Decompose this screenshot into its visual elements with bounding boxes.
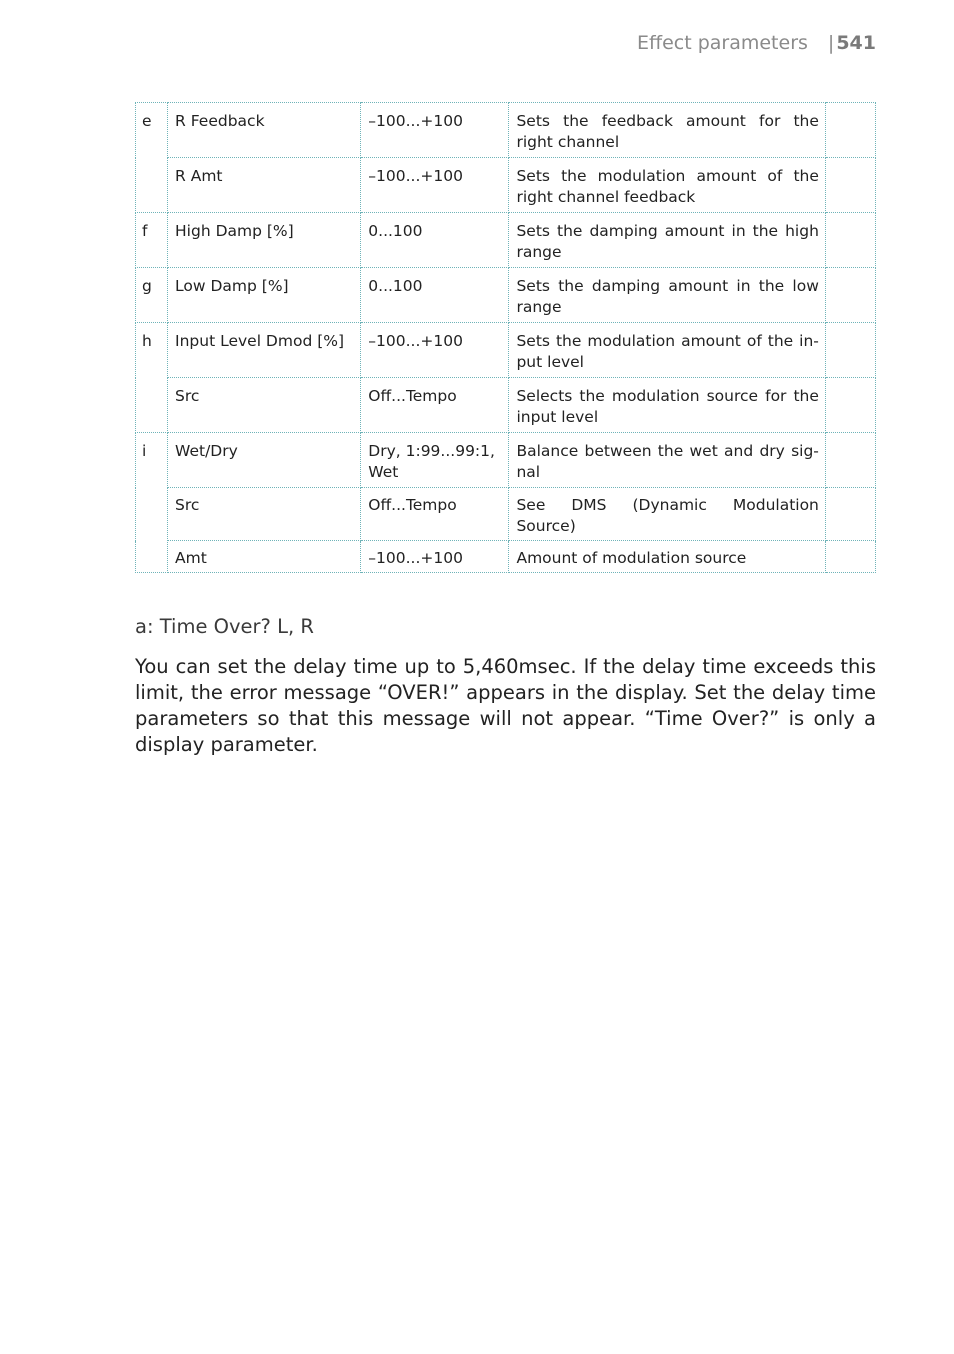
param-name: Input Level Dmod [%] [168,323,361,378]
param-group-letter: h [136,323,168,433]
param-extra [825,213,875,268]
param-group-letter: g [136,268,168,323]
param-extra [825,323,875,378]
page-number: 541 [836,32,876,54]
param-extra [825,158,875,213]
param-name: Amt [168,541,361,573]
table-row [136,213,876,268]
param-range: –100...+100 [361,103,509,158]
param-description: See DMS (Dynamic Modulation Source) [509,488,825,541]
header-separator: | [827,32,835,54]
param-name: Wet/Dry [168,433,361,488]
param-description: Sets the feedback amount for the right channel [509,103,825,158]
param-range: Off...Tempo [361,378,509,433]
param-range: Off...Tempo [361,488,509,541]
section-heading: a: Time Over? L, R [135,615,314,638]
param-description: Sets the modulation amount of the in-put level [509,323,825,378]
table-row [136,268,876,323]
param-extra [825,433,875,488]
param-description: Sets the damping amount in the high range [509,213,825,268]
param-description: Sets the damping amount in the low range [509,268,825,323]
page-header [637,32,876,54]
table-row [136,541,876,573]
param-description: Balance between the wet and dry sig-nal [509,433,825,488]
param-range: Dry, 1:99...99:1, Wet [361,433,509,488]
param-extra [825,541,875,573]
table-row [136,433,876,488]
param-name: High Damp [%] [168,213,361,268]
param-range: –100...+100 [361,541,509,573]
param-extra [825,103,875,158]
param-range: –100...+100 [361,323,509,378]
section-title: Effect parameters [636,32,808,54]
param-range: 0...100 [361,268,509,323]
table-row [136,103,876,158]
param-description: Amount of modulation source [509,541,825,573]
param-name: R Feedback [168,103,361,158]
param-group-letter: e [136,103,168,213]
body-paragraph: You can set the delay time up to 5,460msec. If the delay time exceeds this limit, the error message “OVER!” appears in the display. Set the delay time parameters so that this message will not appear. “Time Over?” is only a display parameter. [135,655,876,756]
parameter-table [135,102,876,573]
param-description: Selects the modulation source for the input level [509,378,825,433]
param-description: Sets the modulation amount of the right channel feedback [509,158,825,213]
param-group-letter: f [136,213,168,268]
table-row [136,488,876,541]
param-group-letter: i [136,433,168,573]
table-row [136,323,876,378]
table-row [136,378,876,433]
param-extra [825,488,875,541]
param-name: Src [168,378,361,433]
param-name: Src [168,488,361,541]
param-range: 0...100 [361,213,509,268]
param-range: –100...+100 [361,158,509,213]
param-name: Low Damp [%] [168,268,361,323]
table-row [136,158,876,213]
param-extra [825,378,875,433]
param-extra [825,268,875,323]
param-name: R Amt [168,158,361,213]
